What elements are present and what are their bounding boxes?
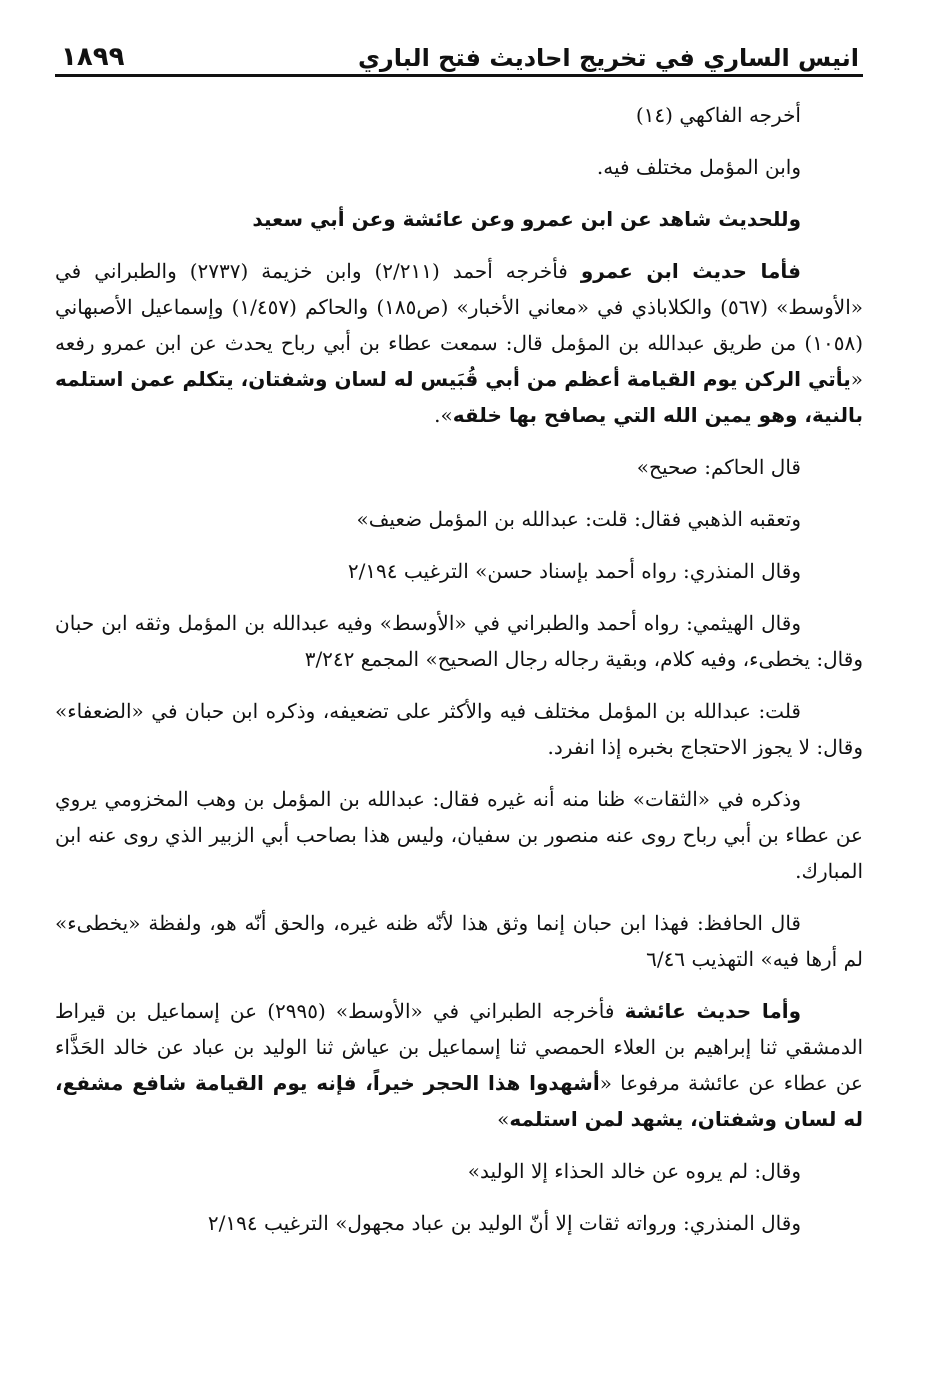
text-segment: وقال: لم يروه عن خالد الحذاء إلا الوليد» [467,1159,801,1183]
body-paragraph [55,781,863,889]
body-paragraph [55,97,863,133]
text-segment: وقال المنذري: رواه أحمد بإسناد حسن» الترغيب ٢/١٩٤ [347,559,801,583]
bold-text-segment: يأتي الركن يوم القيامة أعظم من أبي قُبَيس له لسان وشفتان، يتكلم عمن استلمه بالنية، وهو يمين الله التي يصافح بها خلقه [55,367,863,427]
body-paragraph [55,1205,863,1241]
body-paragraph [55,553,863,589]
text-segment: » [497,1107,510,1131]
body-paragraph [55,501,863,537]
running-title: انيس الساري في تخريج احاديث فتح الباري [357,44,859,72]
page-header [55,30,863,77]
text-segment: وابن المؤمل مختلف فيه. [596,155,801,179]
bold-text-segment: وأما حديث عائشة [624,999,802,1023]
body-paragraph [55,605,863,677]
body-paragraph [55,993,863,1137]
body-paragraph [55,201,863,237]
body-paragraph [55,149,863,185]
bold-text-segment: أشهدوا هذا الحجر خيراً، فإنه يوم القيامة شافع مشفع، له لسان وشفتان، يشهد لمن استلمه [55,1071,863,1131]
text-segment: وقال الهيثمي: رواه أحمد والطبراني في «الأوسط» وفيه عبدالله بن المؤمل وثقه ابن حبان وقال: يخطىء، وفيه كلام، وبقية رجاله رجال الصحيح» المجمع ٣/٢٤٢ [55,611,863,671]
text-segment: قال الحافظ: فهذا ابن حبان إنما وثق هذا لأنّه ظنه غيره، والحق أنّه هو، ولفظة «يخطىء» لم أرها فيه» التهذيب ٦/٤٦ [55,911,863,971]
text-segment: قلت: عبدالله بن المؤمل مختلف فيه والأكثر على تضعيفه، وذكره ابن حبان في «الضعفاء» وقال: لا يجوز الاحتجاج بخبره إذا انفرد. [55,699,863,759]
body-paragraph [55,905,863,977]
text-segment: وقال المنذري: ورواته ثقات إلا أنّ الوليد بن عباد مجهول» الترغيب ٢/١٩٤ [207,1211,801,1235]
text-segment: قال الحاكم: صحيح» [636,455,801,479]
page-body [55,97,863,1241]
body-paragraph [55,1153,863,1189]
page-number: ١٨٩٩ [61,42,125,72]
body-paragraph [55,693,863,765]
text-segment: ». [434,403,453,427]
document-page [55,30,863,1257]
text-segment: فأخرجه أحمد (٢/٢١١) وابن خزيمة (٢٧٣٧) والطبراني في «الأوسط» (٥٦٧) والكلاباذي في «معاني الأخبار» (ص١٨٥) والحاكم (١/٤٥٧) وإسماعيل الأصبهاني (١٠٥٨) من طريق عبدالله بن المؤمل قال: سمعت عطاء بن أبي رباح يحدث عن ابن عمرو رفعه « [55,259,864,391]
bold-text-segment: فأما حديث ابن عمرو [580,259,801,283]
text-segment: فأخرجه الطبراني في «الأوسط» (٢٩٩٥) عن إسماعيل بن قيراط الدمشقي ثنا إبراهيم بن العلاء الحمصي ثنا إسماعيل بن عياش ثنا الوليد بن عباد عن خالد الحَذَّاء عن عطاء عن عائشة مرفوعا « [55,999,863,1095]
text-segment: أخرجه الفاكهي (١٤) [635,103,801,127]
body-paragraph [55,449,863,485]
bold-text-segment: وللحديث شاهد عن ابن عمرو وعن عائشة وعن أبي سعيد [252,207,801,231]
text-segment: وذكره في «الثقات» ظنا منه أنه غيره فقال: عبدالله بن المؤمل بن وهب المخزومي يروي عن عطاء بن أبي رباح روى عنه منصور بن سفيان، وليس هذا بصاحب أبي الزبير الذي روى عنه ابن المبارك. [55,787,863,883]
text-segment: وتعقبه الذهبي فقال: قلت: عبدالله بن المؤمل ضعيف» [356,507,801,531]
body-paragraph [55,253,863,433]
